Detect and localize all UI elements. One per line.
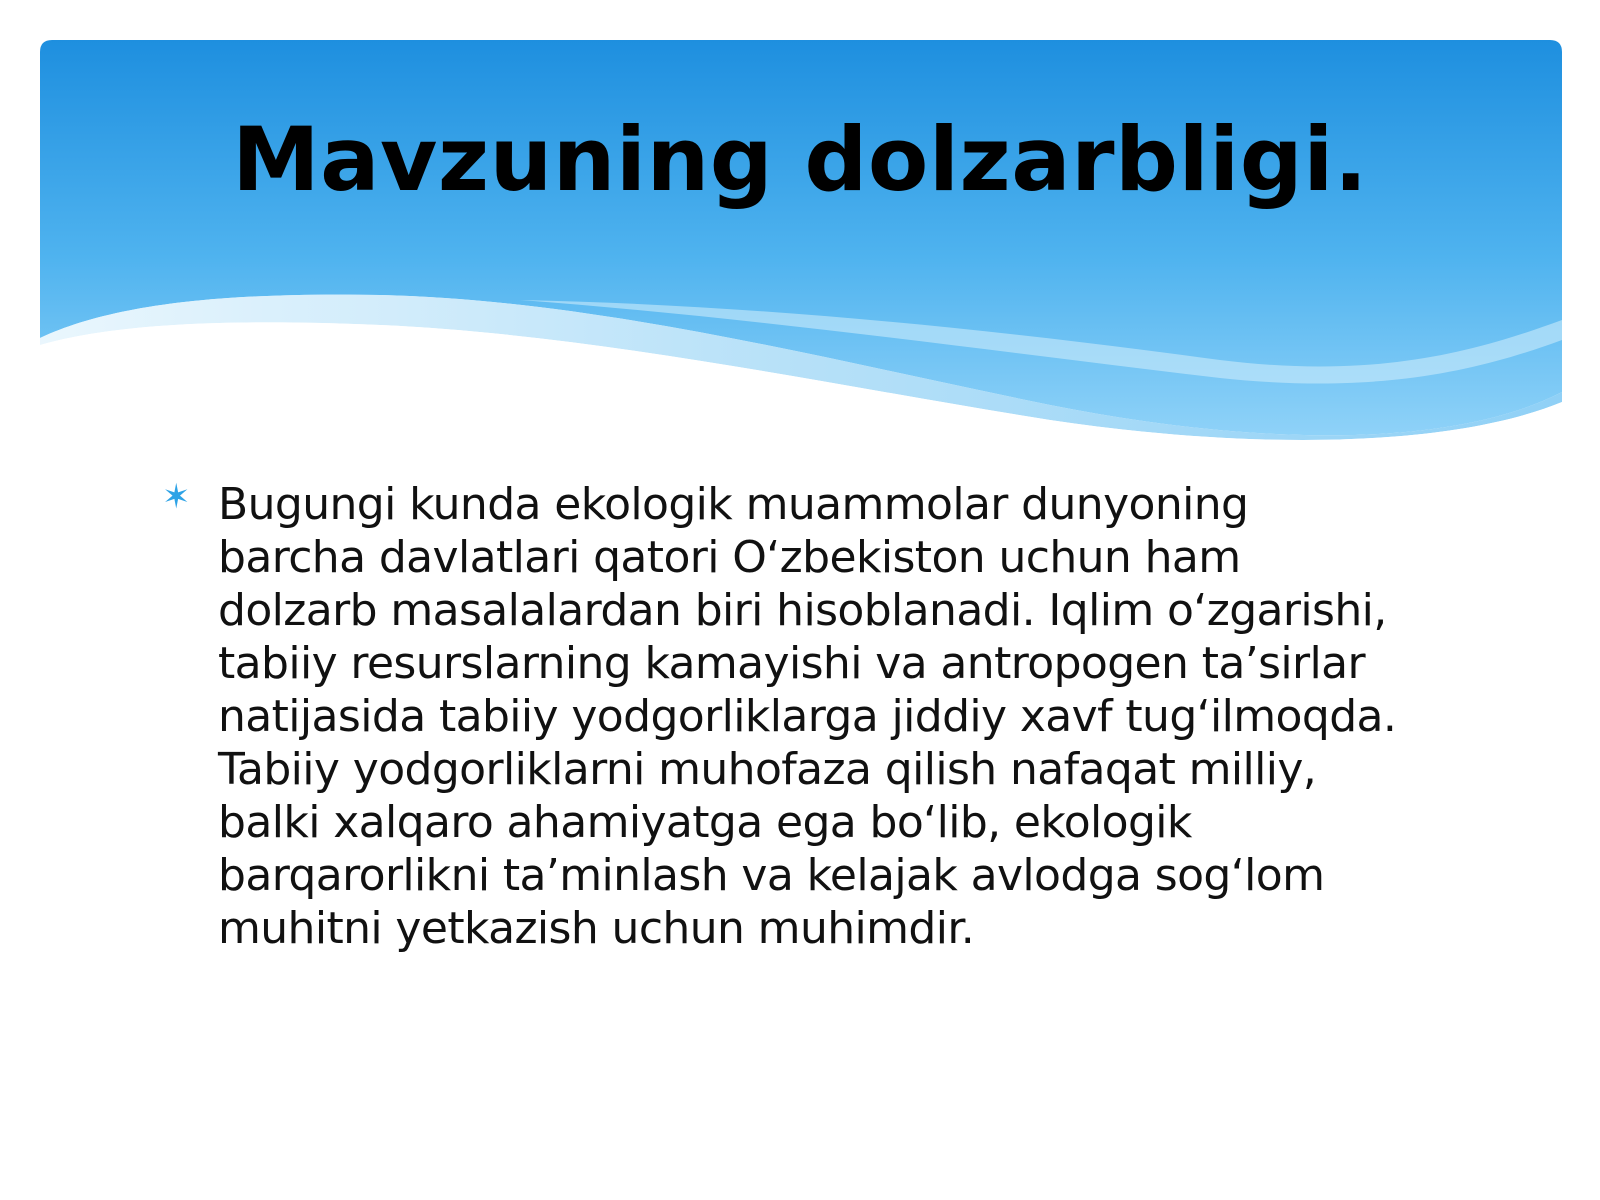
header-wave-background (0, 0, 1600, 460)
slide-body (162, 478, 1402, 955)
asterisk-bullet-icon: ✶ (162, 477, 191, 517)
bullet-text: Bugungi kunda ekologik muammolar dunyoning barcha davlatlari qatori O‘zbekiston uchun ham dolzarb masalalardan biri hisoblanadi. Iqlim o‘zgarishi, tabiiy resurslarning kamayishi va antropogen ta’sirlar natijasida tabiiy yodgorliklarga jiddiy xavf tug‘ilmoqda. Tabiiy yodgorliklarni muhofaza qilish nafaqat milliy, balki xalqaro ahamiyatga ega bo‘lib, ekologik barqarorlikni ta’minlash va kelajak avlodga sog‘lom muhitni yetkazish uchun muhimdir. (218, 479, 1397, 954)
bullet-item (162, 478, 1402, 955)
slide-title: Mavzuning dolzarbligi. (232, 108, 1368, 211)
